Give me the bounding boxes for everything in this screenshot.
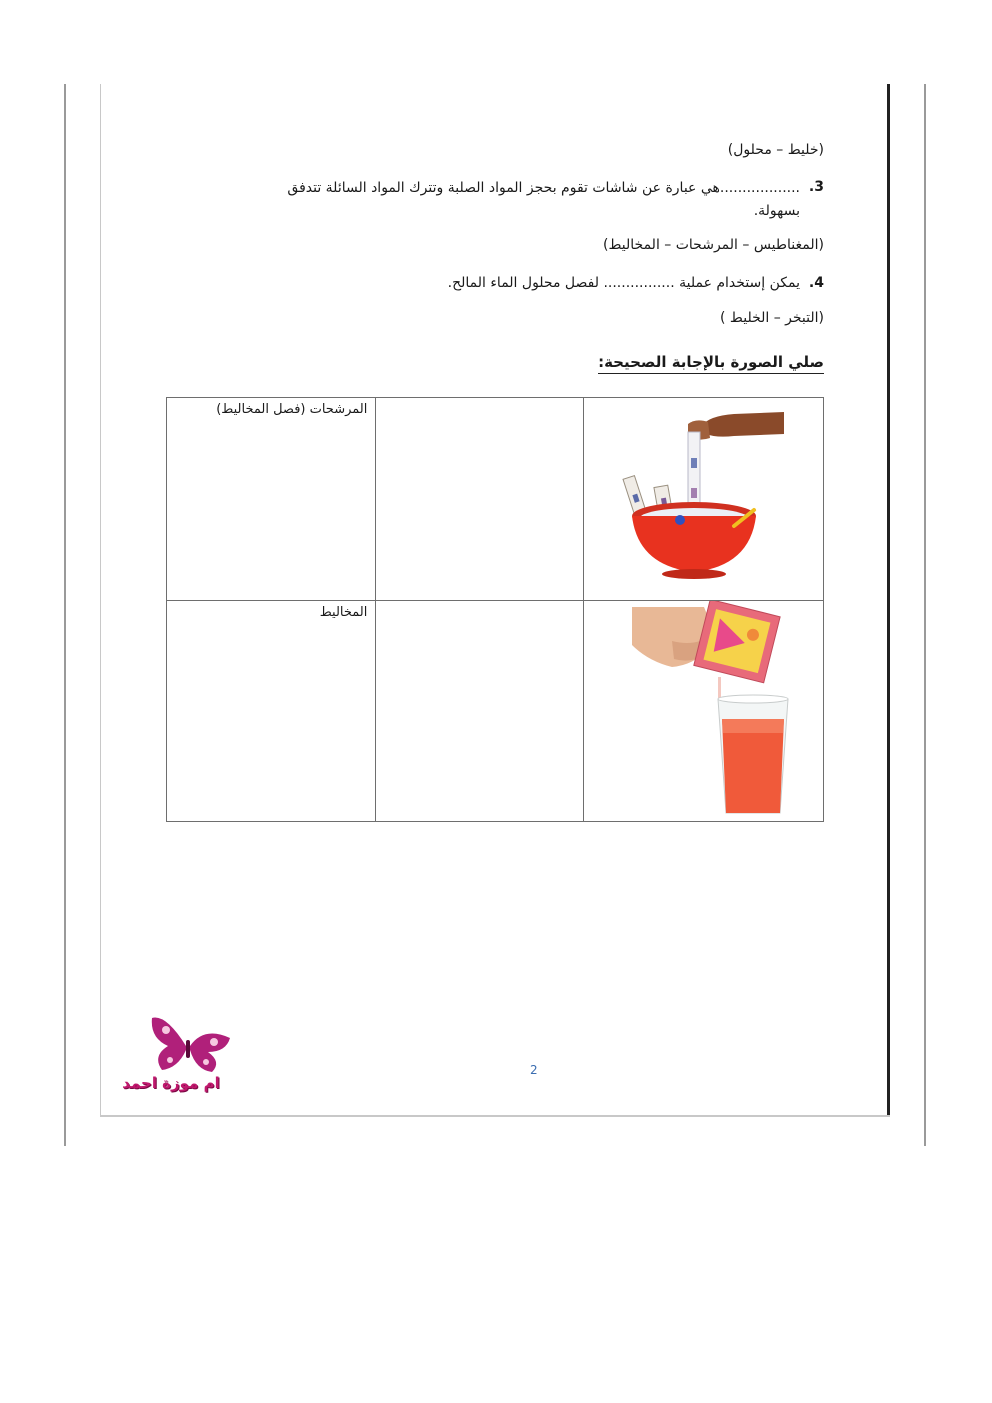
butterfly-logo-icon — [146, 1012, 236, 1076]
table-row — [167, 601, 824, 822]
answer-cell — [167, 601, 376, 822]
page-number: 2 — [530, 1063, 538, 1077]
blank-cell — [376, 398, 583, 601]
filter-paper-in-bowl-image — [584, 398, 824, 598]
question-3-text-continued: بسهولة. — [753, 203, 800, 219]
page-bottom-border — [100, 1115, 890, 1117]
powder-into-glass-image — [584, 601, 824, 819]
answer-label: المرشحات (فصل المخاليط) — [216, 402, 368, 417]
matching-section-heading: صلي الصورة بالإجابة الصحيحة: — [598, 353, 824, 374]
blank-cell — [376, 601, 583, 822]
question-3-options: (المغناطيس – المرشحات – المخاليط) — [603, 237, 824, 253]
table-row — [167, 398, 824, 601]
question-4-text: يمكن إستخدام عملية ................ لفصل محلول الماء المالح. — [447, 275, 800, 291]
previous-question-options: (خليط – محلول) — [727, 142, 824, 158]
image-cell — [583, 601, 823, 822]
right-outer-border — [924, 84, 926, 1146]
image-cell — [583, 398, 823, 601]
matching-table — [166, 397, 824, 822]
question-3-text: ..................هي عبارة عن شاشات تقوم بحجز المواد الصلبة وتترك المواد السائلة تتدفق — [287, 180, 800, 196]
logo-text: ام موزة احمد — [122, 1074, 220, 1092]
answer-label: المخاليط — [319, 605, 368, 620]
answer-cell — [167, 398, 376, 601]
right-inner-border — [887, 84, 890, 1116]
question-3-number: 3. — [808, 179, 824, 195]
question-4-number: 4. — [808, 275, 824, 291]
question-4-options: (التبخر – الخليط ) — [720, 310, 824, 326]
left-inner-border — [100, 84, 101, 1116]
left-outer-border — [64, 84, 66, 1146]
